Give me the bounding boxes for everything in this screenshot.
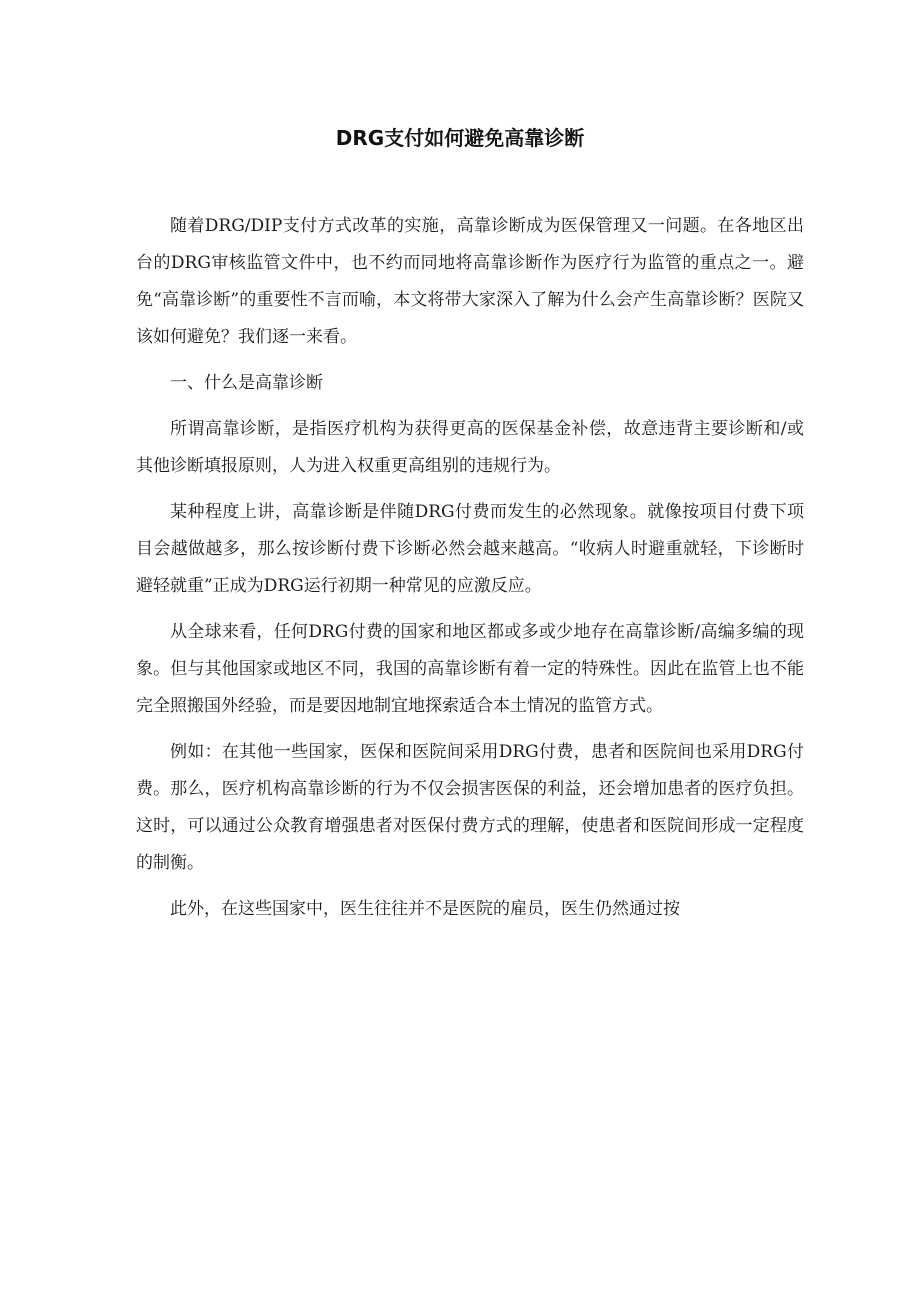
paragraph-definition: 所谓高靠诊断，是指医疗机构为获得更高的医保基金补偿，故意违背主要诊断和/或其他诊断填报原则，人为进入权重更高组别的违规行为。 [136, 419, 804, 476]
document-body [136, 208, 804, 937]
document-title: DRG支付如何避免高靠诊断 [335, 126, 585, 150]
paragraph-inevitability: 某种程度上讲，高靠诊断是伴随DRG付费而发生的必然现象。就像按项目付费下项目会越做越多，那么按诊断付费下诊断必然会越来越高。“收病人时避重就轻，下诊断时避轻就重”正成为DRG运行初期一种常见的应激反应。 [136, 502, 804, 596]
paragraph-global-view: 从全球来看，任何DRG付费的国家和地区都或多或少地存在高靠诊断/高编多编的现象。但与其他国家或地区不同，我国的高靠诊断有着一定的特殊性。因此在监管上也不能完全照搬国外经验，而是要因地制宜地探索适合本土情况的监管方式。 [136, 622, 804, 716]
paragraph-intro: 随着DRG/DIP支付方式改革的实施，高靠诊断成为医保管理又一问题。在各地区出台的DRG审核监管文件中，也不约而同地将高靠诊断作为医疗行为监管的重点之一。避免“高靠诊断”的重要性不言而喻，本文将带大家深入了解为什么会产生高靠诊断？医院又该如何避免？我们逐一来看。 [136, 216, 804, 347]
paragraph-furthermore: 此外，在这些国家中，医生往往并不是医院的雇员，医生仍然通过按 [170, 899, 680, 919]
paragraph-example: 例如：在其他一些国家，医保和医院间采用DRG付费，患者和医院间也采用DRG付费。那么，医疗机构高靠诊断的行为不仅会损害医保的利益，还会增加患者的医疗负担。这时，可以通过公众教育增强患者对医保付费方式的理解，使患者和医院间形成一定程度的制衡。 [136, 742, 804, 873]
section-heading: 一、什么是高靠诊断 [170, 373, 323, 393]
